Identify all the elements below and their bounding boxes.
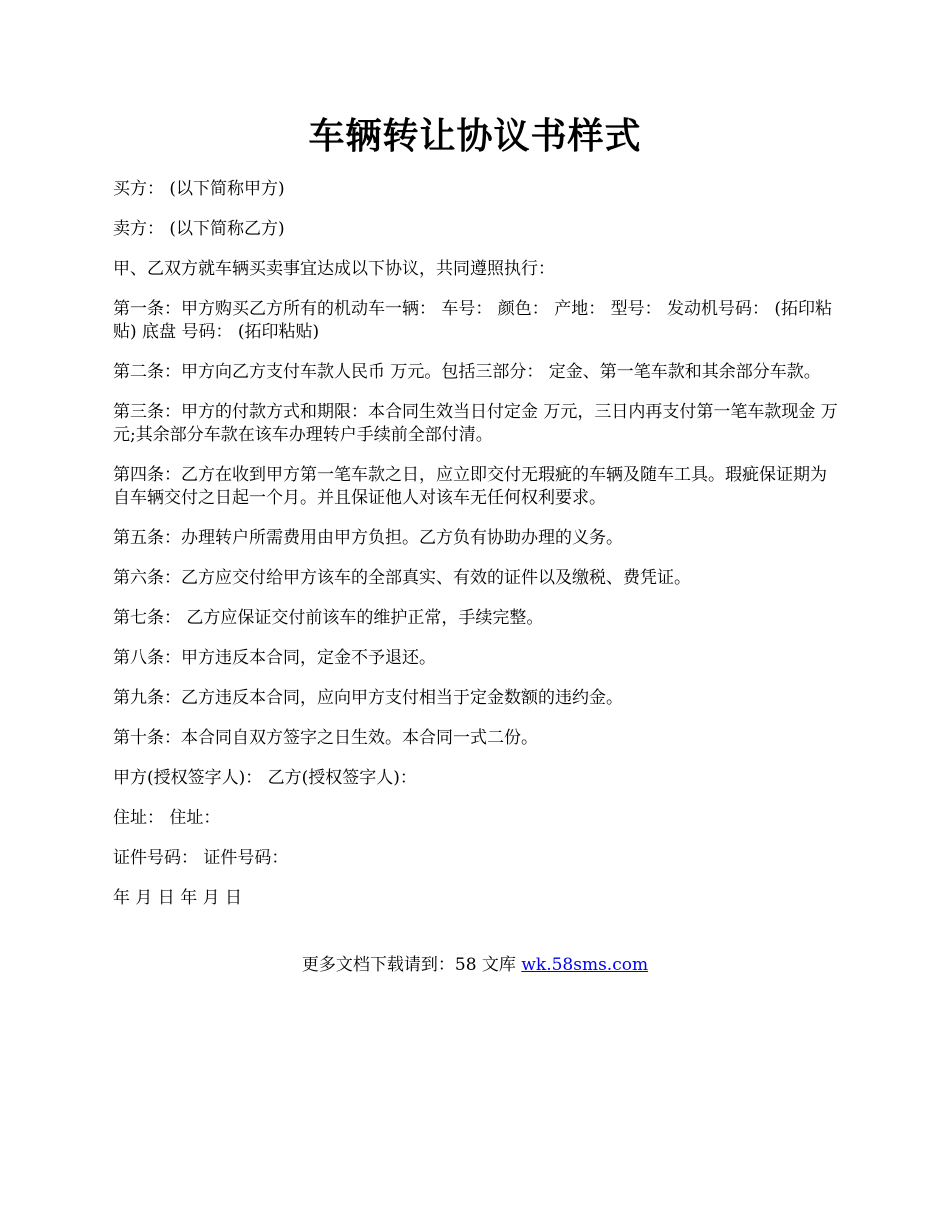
paragraph-article-3: 第三条：甲方的付款方式和期限：本合同生效当日付定金 万元，三日内再支付第一笔车款现金 万元;其余部分车款在该车办理转户手续前全部付清。 bbox=[113, 402, 838, 445]
paragraph-article-4: 第四条：乙方在收到甲方第一笔车款之日，应立即交付无瑕疵的车辆及随车工具。瑕疵保证期为自车辆交付之日起一个月。并且保证他人对该车无任何权利要求。 bbox=[113, 465, 827, 508]
paragraph-intro: 甲、乙双方就车辆买卖事宜达成以下协议，共同遵照执行： bbox=[113, 259, 555, 279]
paragraph-article-8: 第八条：甲方违反本合同，定金不予退还。 bbox=[113, 648, 436, 668]
paragraph-buyer: 买方： (以下简称甲方) bbox=[113, 179, 285, 199]
paragraph-article-7: 第七条： 乙方应保证交付前该车的维护正常，手续完整。 bbox=[113, 608, 544, 628]
paragraph-article-2: 第二条：甲方向乙方支付车款人民币 万元。包括三部分： 定金、第一笔车款和其余部分车款。 bbox=[113, 362, 821, 382]
paragraph-signatories: 甲方(授权签字人)： 乙方(授权签字人)： bbox=[113, 768, 417, 788]
footer bbox=[0, 954, 950, 977]
paragraph-article-9: 第九条：乙方违反本合同，应向甲方支付相当于定金数额的违约金。 bbox=[113, 688, 623, 708]
paragraph-article-1: 第一条：甲方购买乙方所有的机动车一辆： 车号： 颜色： 产地： 型号： 发动机号码： (拓印粘贴) 底盘 号码： (拓印粘贴) bbox=[113, 299, 833, 342]
paragraph-seller: 卖方： (以下简称乙方) bbox=[113, 219, 285, 239]
paragraph-article-6: 第六条：乙方应交付给甲方该车的全部真实、有效的证件以及缴税、费凭证。 bbox=[113, 568, 691, 588]
paragraph-date: 年 月 日 年 月 日 bbox=[113, 888, 243, 908]
footer-link[interactable]: wk.58sms.com bbox=[521, 955, 649, 975]
paragraph-article-5: 第五条：办理转户所需费用由甲方负担。乙方负有协助办理的义务。 bbox=[113, 528, 623, 548]
paragraph-address: 住址： 住址： bbox=[113, 808, 221, 828]
paragraph-article-10: 第十条：本合同自双方签字之日生效。本合同一式二份。 bbox=[113, 728, 538, 748]
paragraph-id-number: 证件号码： 证件号码： bbox=[113, 848, 289, 868]
footer-text: 更多文档下载请到：58 文库 bbox=[301, 955, 522, 975]
document-body bbox=[113, 178, 843, 927]
document-title: 车辆转让协议书样式 bbox=[308, 115, 642, 157]
